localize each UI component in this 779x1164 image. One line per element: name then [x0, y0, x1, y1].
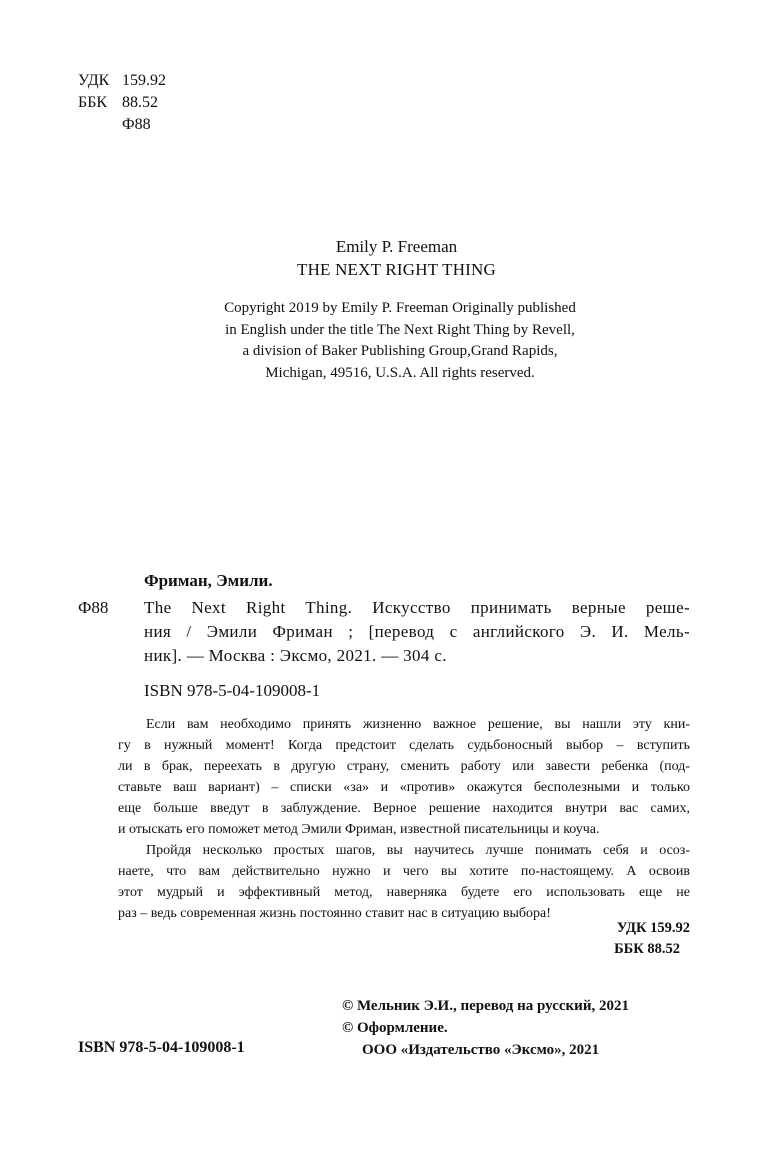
copyright-line: Michigan, 49516, U.S.A. All rights reserved.	[265, 364, 535, 381]
catalog-isbn: ISBN 978-5-04-109008-1	[144, 681, 321, 700]
annotation-line: Пройдя несколько простых шагов, вы научитесь лучше понимать себя и осоз-	[146, 843, 690, 858]
original-title-block	[0, 236, 779, 282]
copyright-line: Copyright 2019 by Emily P. Freeman Originally published	[224, 300, 576, 316]
bbk-value: 88.52	[122, 94, 158, 111]
annotation	[118, 714, 690, 924]
copyright-notice	[140, 298, 660, 384]
catalog-author-heading: Фриман, Эмили.	[144, 571, 273, 590]
bbk-row	[78, 92, 166, 114]
udk-row	[78, 70, 166, 92]
catalog-code: Ф88	[78, 598, 109, 617]
udk-label: УДК	[78, 72, 110, 89]
copyright-line: in English under the title The Next Right Thing by Revell,	[225, 321, 575, 338]
rights-line: © Мельник Э.И., перевод на русский, 2021	[342, 998, 629, 1014]
classification-codes-top	[78, 70, 166, 136]
udk-value: 159.92	[122, 72, 166, 89]
rights-line: ООО «Издательство «Эксмо», 2021	[362, 1042, 600, 1058]
bbk-bottom: ББК 88.52	[614, 941, 680, 957]
isbn-bottom: ISBN 978-5-04-109008-1	[78, 1039, 245, 1056]
original-author: Emily P. Freeman	[335, 237, 458, 256]
annotation-line: гу в нужный момент! Когда предстоит сделать судьбоносный выбор – вступить	[118, 738, 690, 753]
udk-bottom: УДК 159.92	[616, 920, 690, 936]
annotation-line: раз – ведь современная жизнь постоянно ставит нас в ситуацию выбора!	[118, 906, 551, 921]
original-title: THE NEXT RIGHT THING	[296, 260, 496, 279]
annotation-line: этот мудрый и эффективный метод, наверняка будете его использовать еще не	[118, 885, 690, 900]
author-sign: Ф88	[122, 116, 151, 133]
bbk-label: ББК	[78, 94, 108, 111]
annotation-line: еще больше введут в заблуждение. Верное решение находится внутри вас самих,	[118, 801, 690, 816]
annotation-line: ли в брак, переехать в другую страну, сменить работу или завести ребенка (под-	[118, 759, 690, 774]
annotation-line: и отыскать его поможет метод Эмили Фриман, известной писательницы и коуча.	[118, 822, 600, 837]
classification-codes-bottom	[560, 918, 690, 960]
catalog-entry-line: ник]. — Москва : Эксмо, 2021. — 304 с.	[144, 646, 447, 665]
catalog-entry-line: The Next Right Thing. Искусство принимать верные реше-	[144, 598, 690, 617]
rights-notice	[342, 995, 629, 1061]
annotation-line: наете, что вам действительно нужно и чего вы хотите по-настоящему. А освоив	[118, 864, 690, 879]
rights-line: © Оформление.	[342, 1020, 448, 1036]
catalog-entry-line: ния / Эмили Фриман ; [перевод с английского Э. И. Мель-	[144, 622, 690, 641]
copyright-line: a division of Baker Publishing Group,Grand Rapids,	[242, 343, 558, 359]
annotation-line: Если вам необходимо принять жизненно важное решение, вы нашли эту кни-	[146, 717, 690, 732]
annotation-line: ставьте ваш вариант) – списки «за» и «против» окажутся бесполезными и только	[118, 780, 690, 795]
catalog-entry	[144, 596, 690, 668]
